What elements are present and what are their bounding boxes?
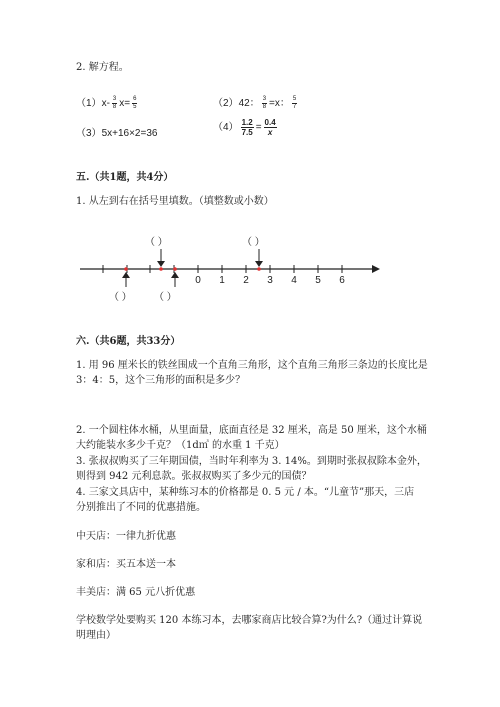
equation-term: 42： xyxy=(238,98,260,109)
equation-term: = xyxy=(255,122,262,134)
equation-label: （2） xyxy=(213,98,239,109)
fraction: $\frac{3}{8}$ xyxy=(112,95,117,110)
shop-offer-jiahe: 家和店：买五本送一本 xyxy=(76,559,176,570)
arrowhead xyxy=(255,261,263,267)
equation-4 xyxy=(213,118,279,137)
fraction: $\frac{1.2}{7.5}$ xyxy=(241,118,253,137)
equation-3 xyxy=(76,124,157,139)
section-5-question-1: 1. 从左到右在括号里填数。（填整数或小数） xyxy=(76,196,274,207)
section-5-heading: 五.（共1题，共4分） xyxy=(76,172,174,183)
shop-offer-fengmei: 丰美店：满 65 元八折优惠 xyxy=(76,587,196,598)
equation-1 xyxy=(76,94,139,111)
fraction: $\frac{0.4}{x}$ xyxy=(264,118,276,137)
number-line-figure xyxy=(76,228,386,310)
equation-term: =x： xyxy=(269,98,290,109)
fraction: $\frac{6}{5}$ xyxy=(133,95,137,110)
number-line-point xyxy=(159,267,163,271)
section-6-question-1-line-1: 1. 用 96 厘米长的铁丝围成一个直角三角形，这个直角三角形三条边的长度比是 xyxy=(76,360,428,371)
equation-label: （4） xyxy=(213,122,239,134)
section-6-heading: 六.（共6题，共33分） xyxy=(76,336,181,347)
svg-text:6: 6 xyxy=(339,275,345,286)
number-line-arrow-icon xyxy=(372,265,380,273)
arrowhead xyxy=(157,261,165,267)
svg-text:1: 1 xyxy=(219,275,225,286)
number-line-point xyxy=(124,267,128,271)
number-line-point xyxy=(173,267,177,271)
answer-blank-top-left: （ ） xyxy=(145,237,168,248)
equation-label: （1） xyxy=(76,98,102,109)
arrowhead xyxy=(122,272,130,278)
section-6-question-3-line-1: 3. 张叔叔购买了三年期国债，当时年利率为 3. 14%。到期时张叔叔除本金外， xyxy=(76,456,427,467)
answer-blank-top-right: （ ） xyxy=(242,237,265,248)
equation-term: x- xyxy=(101,98,110,109)
svg-text:2: 2 xyxy=(243,275,249,286)
answer-blank-bottom-left: （ ） xyxy=(109,292,132,303)
answer-blank-bottom-right: （ ） xyxy=(154,292,177,303)
fraction: $\frac{3}{8}$ xyxy=(262,95,267,110)
svg-text:0: 0 xyxy=(195,275,201,286)
section-6-question-4-line-2: 分别推出了不同的优惠措施。 xyxy=(76,502,206,513)
section-6-question-1-line-2: 3：4：5，这个三角形的面积是多少？ xyxy=(76,375,246,386)
section-6-question-4-ask-line-1: 学校数学处要购买 120 本练习本，去哪家商店比较合算?为什么?（通过计算说 xyxy=(76,615,423,626)
number-line-point xyxy=(257,267,261,271)
question-2-heading: 2. 解方程。 xyxy=(76,62,129,73)
equation-term: x= xyxy=(119,98,131,109)
equation-2 xyxy=(213,94,299,111)
shop-offer-zhongtian: 中天店：一律九折优惠 xyxy=(76,531,176,542)
svg-text:4: 4 xyxy=(291,275,297,286)
equation-label: （3） xyxy=(76,128,102,139)
section-6-question-4-ask-line-2: 明理由） xyxy=(76,630,116,641)
section-6-question-3-line-2: 则得到 942 元利息款。张叔叔购买了多少元的国债？ xyxy=(76,471,312,482)
fraction: $\frac{5}{7}$ xyxy=(292,95,297,110)
arrowhead xyxy=(171,272,179,278)
section-6-question-4-line-1: 4. 三家文具店中，某种练习本的价格都是 0. 5 元 / 本。“儿童节”那天，三店 xyxy=(76,487,415,498)
section-6-question-2-line-2: 大约能装水多少千克？（1d㎥ 的水重 1 千克） xyxy=(76,440,285,451)
svg-text:3: 3 xyxy=(267,275,273,286)
svg-text:5: 5 xyxy=(315,275,321,286)
section-6-question-2-line-1: 2. 一个圆柱体水桶，从里面量，底面直径是 32 厘米，高是 50 厘米，这个水桶 xyxy=(76,425,427,436)
number-line-labels xyxy=(195,275,345,286)
equation-term: 5x+16×2=36 xyxy=(101,128,158,139)
